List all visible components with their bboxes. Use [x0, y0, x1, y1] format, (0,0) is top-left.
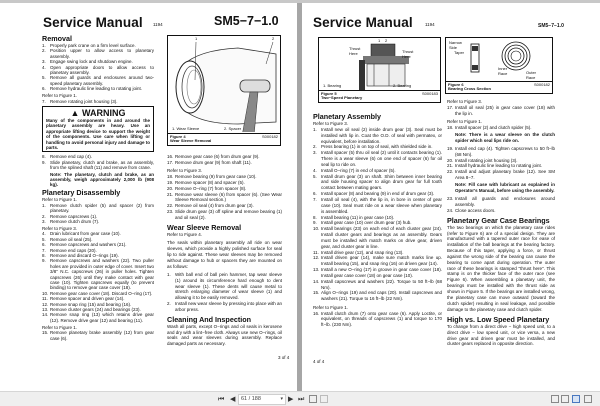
- item-number: 20.: [447, 157, 454, 163]
- list-item: [42, 48, 154, 59]
- revision-date: 1194: [425, 22, 435, 27]
- item-number: 8.: [42, 154, 46, 160]
- item-text: Install new oil seal (2) inside drum gear (3). Seal must be installed with lip in. Coat the O.D. of seal with permatex, or equivalent, before installation.: [321, 126, 442, 144]
- first-page-icon[interactable]: ⏮: [218, 396, 225, 403]
- viewer-toolbar: [0, 391, 600, 406]
- single-page-icon[interactable]: [551, 395, 559, 403]
- item-number: 9.: [42, 159, 46, 165]
- list-item: [42, 203, 154, 214]
- item-text: Remove spacer and driven gear (14).: [50, 296, 125, 302]
- item-number: 5.: [313, 173, 317, 179]
- item-text: Remove all guards and enclosures around two-speed planetary assembly.: [50, 75, 154, 86]
- figure-label: 2: [272, 36, 275, 41]
- list-item: [313, 267, 442, 279]
- legend-item: 2. Spacer: [224, 126, 242, 131]
- paragraph: To change from a direct drive − high speed unit, to a direct drive − low speed unit, or vice versa, a new drive gear and driven gear must be installed, and cluster gears replaced in opposite direction.: [447, 323, 555, 347]
- list-item: [447, 105, 555, 117]
- list-item: [313, 255, 442, 267]
- list-item: [447, 169, 555, 181]
- item-text: Remove planetary brake assembly (12) from gear case (6).: [50, 330, 154, 341]
- paragraph: Refer to Figure 4.: [167, 231, 203, 237]
- wear-sleeve-illustration: [168, 36, 280, 132]
- item-number: 15.: [42, 330, 49, 336]
- reference-text: Refer to Figure 1.: [42, 93, 78, 99]
- fit-icon[interactable]: [320, 395, 328, 403]
- item-number: 12.: [42, 301, 49, 307]
- item-text: Install gear case (10) over drum gear (3) hub.: [321, 220, 412, 226]
- list-item: [447, 208, 555, 214]
- warning-box: [42, 106, 154, 152]
- item-number: 5.: [42, 75, 46, 81]
- list-item: [447, 125, 555, 131]
- thrust-label: Thrust Here: [349, 46, 361, 56]
- document-page-left: [0, 3, 297, 391]
- list-item: [167, 301, 282, 313]
- note-text: Note: Fill case with lubricant as explained in Operator's Manual, before using the assembly.: [455, 181, 555, 193]
- item-text: Remove gear case (6) from drum gear (9).: [175, 154, 260, 159]
- warning-label: WARNING: [81, 107, 126, 118]
- paragraph: The seals within planetary assembly all ride on wear sleeves, which provide a highly polished surface for seal lip to ride against. These wear sleeves may be removed without damage to hub or spacers they are mounted on as follows:: [167, 240, 282, 269]
- legend-item: 1. Bearing: [323, 83, 342, 88]
- section-heading: Planetary Disassembly: [42, 188, 121, 198]
- text-column: [313, 110, 442, 328]
- figure-label: 2: [385, 38, 388, 43]
- section-heading: Cleaning And Inspection: [167, 314, 251, 324]
- item-number: 1.: [42, 43, 46, 48]
- figure-caption: [168, 133, 280, 145]
- item-text: Install spacer (2) and clutch spider (5).: [455, 124, 532, 130]
- item-number: 7.: [42, 98, 46, 104]
- reference-text: Refer to Figure 1.: [313, 304, 349, 310]
- reference-text: Refer to Figure 3.: [447, 99, 483, 104]
- item-number: 21.: [167, 191, 174, 197]
- item-number: 1.: [167, 271, 171, 277]
- list-item: [42, 65, 154, 76]
- item-number: 3.: [313, 150, 317, 156]
- item-number: 20.: [167, 185, 174, 191]
- item-text: Install a new O−ring (17) in groove in gear case cover (18). Install gear case cover (18) on gear case (10).: [321, 267, 442, 278]
- list-item: [42, 330, 154, 341]
- continuous-icon[interactable]: [561, 395, 569, 403]
- list-item: [42, 75, 154, 86]
- item-text: Remove O−ring (7) from spacer (8).: [175, 185, 247, 191]
- item-number: 19.: [447, 145, 454, 151]
- item-number: 16.: [313, 310, 320, 316]
- item-text: Remove oil seal (25).: [50, 236, 93, 242]
- figure-label: Inner Race: [498, 66, 508, 76]
- paragraph: Wash all parts, except O−rings and oil seals in kerosene and dry with a lint−free cloth. Always use new O−rings, oil seals and wear sleeves during assembly. Replace damaged parts as necessary.: [167, 323, 282, 347]
- two-page-icon[interactable]: [572, 395, 580, 403]
- item-text: With ball end of ball pein hammer, tap wear sleeve (1) around its circumference hard enough to dent wear sleeve (1). These dents will cause metal to stretch enlarging diameter of wear sleeve (1) and allowing it to be easily removed.: [175, 271, 282, 301]
- item-text: Remove gear case cover (18). Discard O−ring (17).: [50, 290, 153, 296]
- list-item: [313, 290, 442, 302]
- figure-id: S000182: [533, 81, 550, 87]
- item-text: Remove capscrews (1).: [50, 213, 98, 219]
- text-column: [42, 34, 154, 341]
- note-text: Note: There is a wear sleeve on the clutch spider which seal lips ride on.: [455, 131, 555, 143]
- list-item: [313, 174, 442, 192]
- item-text: Install end cap (4). Tighten capscrews to 50 ft−lb (68 Nm).: [455, 145, 555, 157]
- item-number: 23.: [447, 196, 454, 202]
- figure-two-speed-planetary: [318, 37, 441, 103]
- item-text: Drain lubricant from gear case (10).: [50, 231, 121, 237]
- legend-item: 2. Bearing: [393, 83, 412, 88]
- figure-caption: [446, 81, 552, 93]
- item-text: Remove spacer (8) and spacer (5).: [175, 179, 245, 185]
- note-text: Note: The planetary, clutch and brake, as an assembly, weigh approximately 2,000 lb (908 kg).: [50, 171, 154, 188]
- item-text: Slide drum gear (3) off spline and remove bearing (1) and oil seal (2).: [175, 209, 282, 220]
- item-number: 4.: [42, 64, 46, 70]
- section-heading: Wear Sleeve Removal: [167, 222, 242, 232]
- item-number: 19.: [167, 179, 174, 185]
- item-text: Install driven gear (14), make sure match marks line up. Install bearing (15), and snap ring (16) on driven gear (14).: [321, 255, 442, 267]
- item-number: 14.: [313, 278, 320, 284]
- item-number: 13.: [42, 306, 49, 312]
- figure-label: Narrow Side: [449, 40, 462, 50]
- figure-number: Figure 5: [321, 90, 337, 96]
- item-number: 11.: [42, 296, 48, 302]
- item-text: Install rotating joint housing (3).: [455, 157, 518, 163]
- item-text: Remove bearing (9) from gear case (10).: [175, 174, 257, 180]
- figure-id: S000183: [421, 90, 438, 96]
- figure-label: Taper: [454, 50, 465, 55]
- figure-title: Two−Speed Planetary: [321, 95, 363, 101]
- item-text: Remove hydraulic line leading to rotating joint.: [50, 86, 143, 92]
- legend-item: 1. Wear Sleeve: [172, 126, 200, 131]
- reference-text: Refer to Figure 3.: [167, 168, 203, 174]
- item-number: 24.: [447, 207, 454, 213]
- thrust-label: Thrust Here: [402, 49, 414, 59]
- item-number: 2.: [42, 213, 46, 219]
- list-item: [313, 226, 442, 249]
- text-column: [167, 154, 282, 350]
- section-heading: Planetary Gear Case Bearings: [447, 215, 550, 225]
- item-number: 14.: [42, 312, 49, 318]
- reference-text: Refer to Figure 1.: [42, 324, 78, 330]
- list-item: [42, 258, 154, 290]
- figure-number: Figure 6: [448, 81, 464, 87]
- list-item: [42, 160, 154, 171]
- reference-text: Refer to Figure 3.: [42, 225, 78, 231]
- list-item: [313, 127, 442, 145]
- list-item: [167, 192, 282, 204]
- text-column: [447, 99, 555, 350]
- item-number: 7.: [313, 196, 317, 202]
- item-text: Remove rotating joint housing (3).: [50, 98, 118, 104]
- item-text: Remove snap ring (13) which retains drive gear (12). Remove drive gear (12) and bearing (11).: [50, 312, 154, 323]
- list-item: [167, 272, 282, 301]
- figure-bearing-cross-section: [445, 37, 553, 94]
- item-number: 4.: [42, 231, 46, 237]
- item-number: 23.: [167, 209, 174, 215]
- item-text: Remove wear sleeve (6) from spacer (6). (See Wear Sleeve Removal section.): [175, 191, 282, 203]
- item-number: 22.: [167, 203, 174, 209]
- section-code: SM5−7−1.0: [214, 14, 279, 28]
- prev-page-icon[interactable]: ◀: [230, 396, 236, 403]
- list-item: [42, 219, 154, 224]
- item-number: 9.: [313, 220, 317, 226]
- list-item: [447, 196, 555, 208]
- figure-caption: [319, 90, 440, 102]
- item-number: 16.: [167, 154, 174, 159]
- item-text: Install drive gear (12), and snap ring (13).: [321, 249, 404, 255]
- item-text: Remove and discard O−rings (19).: [50, 252, 119, 258]
- item-number: 6.: [42, 86, 46, 92]
- item-number: 3.: [42, 218, 46, 224]
- page-footer: 4 of 4: [313, 359, 325, 364]
- item-text: Position upper to allow access to planetary assembly.: [50, 48, 154, 59]
- item-number: 8.: [42, 252, 46, 258]
- figure-number: Figure 4: [170, 133, 186, 139]
- item-number: 15.: [313, 290, 320, 296]
- section-heading: Planetary Assembly: [313, 112, 382, 121]
- list-item: [167, 209, 282, 221]
- page-number-value: 61 / 188: [241, 396, 261, 402]
- item-text: Remove end caps (20).: [50, 247, 97, 253]
- item-text: Install all guards and enclosures around assembly.: [455, 196, 555, 207]
- item-text: Remove clutch drum (7).: [50, 218, 100, 224]
- item-number: 7.: [42, 247, 46, 253]
- list-item: [167, 160, 282, 166]
- figure-title: Bearing Cross Section: [448, 86, 491, 92]
- item-text: Install oil seal (25) in gear case cover (18) with the lip in.: [455, 104, 555, 116]
- list-item: [42, 99, 154, 104]
- list-item: [313, 279, 442, 291]
- reference-text: Refer to Figure 3.: [313, 121, 349, 126]
- reference-text: Refer to Figure 1.: [447, 119, 483, 125]
- list-item: [42, 312, 154, 323]
- item-number: 3.: [42, 59, 46, 65]
- copy-icon[interactable]: [309, 395, 317, 403]
- next-page-icon[interactable]: ▶: [288, 396, 294, 403]
- list-item: [313, 311, 442, 329]
- item-text: Open appropriate doors to allow access to planetary assembly.: [50, 64, 154, 76]
- item-number: 12.: [313, 255, 320, 261]
- list-item: [42, 86, 154, 91]
- item-number: 4.: [313, 167, 317, 173]
- page-title: Service Manual: [313, 15, 413, 30]
- list-item: [447, 146, 555, 158]
- page-title: Service Manual: [43, 15, 143, 30]
- reference-text: Refer to Figure 1.: [42, 197, 78, 203]
- paragraph: The two bearings on which the planetary case rides (refer to Figure 6) are of a special design. They are manufactured with a tapered outer race for ease of installation of the ball bearings at the bearing factory. Because of this taper, applying a force, or thrust against the wrong side of the bearing can cause the bearing to come apart during operation. The outer race of these bearings is stamped "thrust here". This stamp is on the thicker face of the outer race (see Figure 6). When assembling a planetary unit, the bearings must be installed with the thrust side as shown in Figure 5. If the bearings are installed wrong, the planetary case can move outward (toward the clutch spider) resulting in seal leakage, and possible damage to the planetary case and clutch spider.: [447, 224, 555, 312]
- item-number: 9.: [42, 258, 46, 264]
- page-number-input[interactable]: [238, 394, 286, 405]
- page-footer: 3 of 4: [278, 355, 290, 360]
- list-item: [313, 197, 442, 215]
- item-number: 8.: [313, 214, 317, 220]
- item-number: 2.: [313, 144, 317, 150]
- figure-label: 1: [195, 36, 198, 41]
- scroll-icon[interactable]: [584, 395, 592, 403]
- item-text: Install oil seal (4), with the lip in, in bore in center of gear case (10). Seal must ride on a wear sleeve when planetary is assembled.: [321, 196, 442, 214]
- figure-wear-sleeve-removal: [167, 35, 281, 146]
- warning-icon: ▲: [70, 107, 82, 118]
- item-text: Close access doors.: [455, 207, 496, 213]
- item-text: Remove oil seal (4) from drum gear (3).: [175, 203, 254, 209]
- list-item: [313, 150, 442, 168]
- item-text: Properly park crane on a firm level surface.: [50, 43, 136, 48]
- item-number: 6.: [313, 191, 317, 197]
- item-number: 10.: [313, 226, 320, 232]
- item-text: Install and adjust planetary brake (12). See SM Area 8−7.: [455, 169, 555, 181]
- revision-date: 1194: [153, 22, 163, 27]
- figure-title: Wear Sleeve Removal: [170, 138, 212, 144]
- item-number: 18.: [167, 174, 174, 180]
- item-text: Install drum gear (3) on shaft. Shim between inner bearing and side housing spacer to align drum gear for full tooth contact between mating gears.: [321, 173, 442, 191]
- item-text: Remove end cap (4).: [50, 154, 93, 160]
- item-text: Engage swing lock and shutdown engine.: [50, 59, 133, 65]
- figure-label: Outer Race: [526, 70, 537, 80]
- figure-label: 1: [378, 38, 381, 43]
- item-text: Slide planetary, clutch and brake, as an assembly, from the splined shaft (11) and remove from crane.: [50, 159, 154, 171]
- item-number: 11.: [313, 249, 319, 255]
- item-number: 17.: [447, 104, 454, 110]
- item-text: Remove capscrews and washers (22). Two puller holes are provided in outer edge of cover. Insert two 3/8" N.C. capscrews (26) in puller holes. Tighten capscrews (26) until they make contact with gear case (10). Tighten capscrews equally (to prevent binding) to remove gear case cover (18).: [50, 258, 154, 291]
- item-text: Install hydraulic line leading to rotating joint.: [455, 163, 543, 169]
- item-number: 17.: [167, 159, 174, 165]
- item-number: 2.: [167, 301, 171, 307]
- item-text: Remove cluster gears (24) and bearings (23).: [50, 306, 141, 312]
- warning-title: [46, 108, 150, 118]
- item-text: Remove clutch spider (5) and spacer (2) from planetary.: [50, 202, 154, 214]
- item-text: Install spacer (5) thru oil seal (2) until it contacts bearing (1). There is a wear sleeve (6) on one end of spacer (6) for oil seal lip to ride on.: [321, 150, 442, 167]
- item-number: 1.: [313, 126, 317, 132]
- item-number: 22.: [447, 169, 454, 175]
- item-text: Press bearing (1) in on top of seal, with shielded side in.: [321, 144, 433, 150]
- item-number: 6.: [42, 242, 46, 248]
- item-number: 13.: [313, 267, 320, 273]
- figure-id: S000182: [261, 133, 278, 139]
- section-code: SM5−7−1.0: [538, 23, 564, 29]
- item-text: Install clutch drum (7) onto gear case (6). Apply Loctite, or equivalent, on threads of capscrews (1) and torque to 170 ft−lb. (230 Nm).: [321, 310, 442, 328]
- item-text: Install capscrews and washers (22). Torque to 50 ft−lb (68 Nm).: [321, 278, 442, 290]
- item-text: Install bearing (11) in gear case (10).: [321, 214, 395, 220]
- item-number: 10.: [42, 290, 49, 296]
- item-number: 21.: [447, 163, 454, 169]
- item-text: Align O−rings (19) and end caps (20). Install capscrews and washers (21). Torque to 16 ft−lb (22 Nm).: [321, 290, 442, 302]
- item-number: 5.: [42, 236, 46, 242]
- section-heading: Removal: [42, 34, 72, 43]
- last-page-icon[interactable]: ⏭: [298, 396, 305, 403]
- item-text: Install spacer (8) and bearing (9) in end of drum gear (3).: [321, 191, 435, 197]
- item-number: 18.: [447, 124, 454, 130]
- item-text: Install bearings (23) on each end of each cluster gear (24). Install cluster gears and bearings as an assembly. Gears must be installed with match marks on drive gear, driven gear, and cluster gear in line.: [321, 226, 442, 249]
- item-number: 2.: [42, 48, 46, 54]
- item-number: 1.: [42, 202, 46, 208]
- chevron-down-icon[interactable]: ▾: [280, 396, 283, 402]
- section-heading: High vs. Low Speed Planetary: [447, 314, 550, 324]
- item-text: Remove drum gear (9) from shaft (11).: [175, 159, 252, 165]
- document-page-right: [302, 3, 600, 391]
- warning-text: Many of the components in and around the planetary assembly are heavy. Use an appropriate lifting device to support the weight of the components. Use care when lifting or handling to avoid personal injury and damage to parts.: [46, 117, 150, 150]
- item-text: Install O−ring (7) in end of spacer (5).: [321, 167, 396, 173]
- item-text: Remove snap ring (15) and bearing (16).: [50, 301, 132, 307]
- item-text: Install new wear sleeve by pressing into place with an arbor press.: [175, 301, 282, 312]
- item-text: Remove capscrews and washers (21).: [50, 242, 127, 248]
